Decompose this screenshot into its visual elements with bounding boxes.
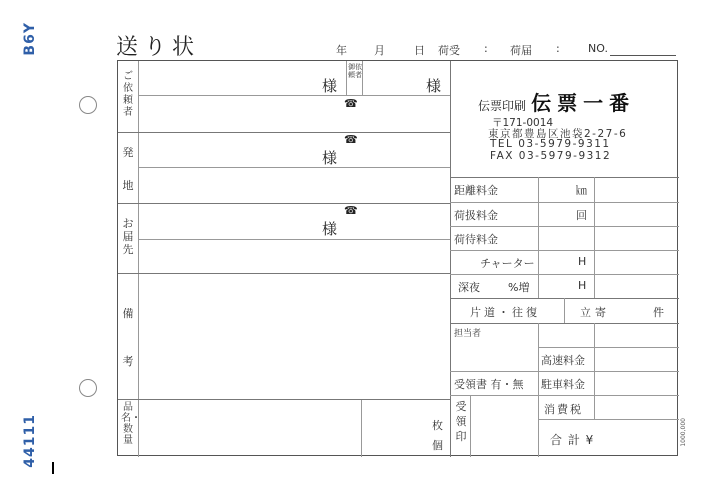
origin-phone-icon: ☎	[344, 133, 358, 146]
company-tel: TEL 03-5979-9311	[490, 138, 611, 150]
form-code-top: B6Y	[22, 22, 38, 56]
year-label: 年	[336, 44, 347, 57]
origin-label-2: 地	[122, 179, 134, 192]
notes-label-1: 備	[122, 307, 134, 320]
stopover-count-unit: 件	[653, 306, 664, 319]
shipping-form	[117, 60, 678, 456]
stopover-label: 立寄	[580, 306, 610, 319]
client-split-divider-2	[362, 61, 363, 95]
client-phone-icon: ☎	[344, 97, 358, 110]
handling-fee-field[interactable]	[596, 204, 677, 225]
middle-divider	[450, 61, 451, 457]
company-prefix: 伝票印刷	[478, 99, 527, 113]
waiting-fee-field[interactable]	[596, 228, 677, 249]
notes-field[interactable]	[140, 275, 448, 397]
company-name: 伝票一番	[531, 91, 636, 115]
charter-fee-field[interactable]	[596, 252, 677, 273]
binder-hole-bottom	[79, 379, 97, 397]
highway-fee-label: 高速料金	[541, 354, 585, 367]
person-in-charge-label: 担当者	[454, 329, 482, 339]
serial-number: 1000,000	[680, 418, 687, 447]
month-label: 月	[374, 44, 385, 57]
goirai-sama: 様	[426, 77, 442, 95]
binder-hole-top	[79, 96, 97, 114]
client-label: ご依頼者	[123, 71, 133, 118]
count-label-sheets: 枚	[432, 419, 443, 432]
oneway-roundtrip-label: 片道・往復	[470, 306, 540, 319]
company-fax: FAX 03-5979-9312	[490, 150, 612, 162]
received-label: 荷受	[438, 44, 460, 57]
handling-fee-label: 荷扱料金	[454, 209, 498, 222]
person-in-charge-field[interactable]	[452, 337, 536, 369]
notes-label-2: 考	[122, 355, 134, 368]
origin-sama: 様	[322, 149, 338, 167]
late-night-label: 深夜	[458, 281, 480, 294]
destination-phone-icon: ☎	[344, 204, 358, 217]
colon-1: :	[484, 42, 488, 55]
colon-2: :	[556, 42, 560, 55]
late-night-unit-hour: H	[578, 279, 587, 292]
client-phone-field[interactable]	[140, 97, 448, 130]
late-night-fee-field[interactable]	[596, 276, 677, 297]
receipt-seal-field[interactable]	[472, 397, 536, 455]
company-address: 東京都豊島区池袋2-27-6	[488, 128, 628, 140]
charter-unit-hour: H	[578, 255, 587, 268]
origin-address-field[interactable]	[140, 169, 448, 201]
item-quantity-label: 品名・数量	[121, 402, 141, 446]
client-split-divider	[346, 61, 347, 95]
charter-label: チャーター	[480, 257, 535, 270]
destination-address-field[interactable]	[140, 241, 448, 271]
destination-name-field[interactable]	[140, 205, 448, 237]
day-label: 日	[414, 44, 425, 57]
goirai-label: 御依頼者	[348, 63, 362, 79]
form-code-bottom: 44111	[22, 414, 38, 468]
number-label: NO.	[588, 42, 608, 55]
receipt-seal-label: 受領印	[455, 400, 467, 443]
form-title: 送り状	[116, 35, 201, 60]
destination-sama: 様	[322, 220, 338, 238]
cut-mark	[52, 462, 54, 474]
distance-fee-label: 距離料金	[454, 184, 498, 197]
client-sama: 様	[322, 77, 338, 95]
item-count-divider	[361, 399, 362, 457]
distance-fee-field[interactable]	[596, 179, 677, 201]
number-field[interactable]	[610, 55, 676, 56]
client-name-field[interactable]	[140, 63, 344, 93]
destination-label: お届先	[122, 217, 134, 256]
origin-label-1: 発	[122, 146, 134, 159]
late-night-percent: %増	[508, 281, 530, 294]
item-count-field[interactable]	[363, 401, 429, 455]
parking-fee-field[interactable]	[596, 373, 677, 394]
distance-unit-km: ㎞	[576, 184, 587, 197]
origin-name-field[interactable]	[140, 134, 448, 165]
total-label: 合 計 ¥	[550, 433, 595, 447]
consumption-tax-label: 消費税	[544, 403, 583, 416]
consumption-tax-field[interactable]	[596, 397, 677, 418]
company-block	[478, 87, 635, 116]
count-label-pieces: 個	[432, 439, 443, 452]
arrival-label: 荷届	[510, 44, 532, 57]
handling-unit-times: 回	[576, 209, 587, 222]
item-name-field[interactable]	[140, 401, 359, 455]
company-postal: 〒171-0014	[492, 117, 554, 129]
highway-fee-field[interactable]	[596, 349, 677, 370]
receipt-document-label: 受領書 有・無	[454, 378, 524, 391]
total-amount-field[interactable]	[598, 423, 677, 455]
parking-fee-label: 駐車料金	[541, 378, 585, 391]
label-column-divider	[138, 61, 139, 457]
waiting-fee-label: 荷待料金	[454, 233, 498, 246]
